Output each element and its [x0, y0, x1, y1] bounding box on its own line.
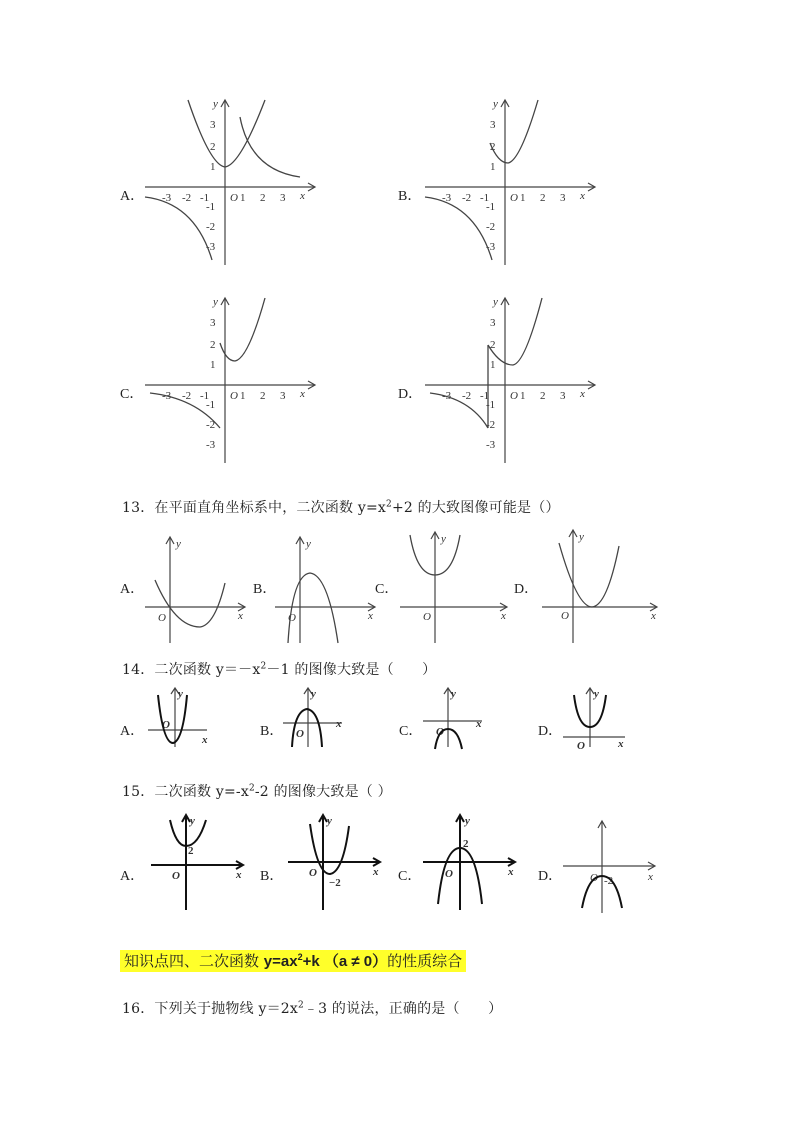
- tick: -2: [182, 192, 192, 204]
- tick: 3: [560, 192, 566, 204]
- origin: O: [158, 612, 166, 624]
- tick: -2: [462, 390, 472, 402]
- origin: O: [230, 390, 238, 402]
- question-number: 14．: [122, 662, 155, 678]
- question-text: 下列关于抛物线 y＝2x: [154, 1001, 298, 1017]
- y-axis-label: y: [579, 531, 584, 543]
- q12-option-d-label[interactable]: D．: [398, 387, 423, 402]
- tick: -3: [442, 390, 452, 402]
- tick: 2: [490, 141, 496, 153]
- q15-graph-b[interactable]: [285, 812, 385, 912]
- section-highlight: [120, 950, 466, 972]
- tick: -3: [162, 192, 172, 204]
- x-axis-label: x: [651, 610, 656, 622]
- origin: O: [436, 726, 444, 738]
- origin: O: [230, 192, 238, 204]
- tick: 1: [490, 161, 496, 173]
- x-axis-label: x: [300, 190, 305, 202]
- tick: 3: [280, 390, 286, 402]
- x-axis-label: x: [238, 610, 243, 622]
- vertex-label: 2: [463, 838, 469, 850]
- y-axis-label: y: [213, 296, 218, 308]
- origin: O: [423, 611, 431, 623]
- question-text: 二次函数 y＝－x: [154, 662, 261, 678]
- y-axis-label: y: [306, 538, 311, 550]
- vertex-label: -2: [604, 875, 614, 887]
- q13-option-d-label[interactable]: D．: [514, 582, 539, 597]
- tick: 3: [210, 317, 216, 329]
- x-axis-label: x: [648, 871, 653, 883]
- origin: O: [296, 728, 304, 740]
- tick: -1: [206, 399, 216, 411]
- q15-option-a-label[interactable]: A．: [120, 869, 145, 884]
- question-number: 16．: [122, 1001, 155, 1017]
- tick: 3: [490, 317, 496, 329]
- section-text: 知识点四、二次函数: [124, 952, 264, 970]
- tick: 3: [280, 192, 286, 204]
- question-number: 15．: [122, 784, 155, 800]
- origin: O: [561, 610, 569, 622]
- q12-option-b-label[interactable]: B．: [398, 189, 422, 204]
- q12-option-a-label[interactable]: A．: [120, 189, 145, 204]
- tick: -2: [486, 221, 496, 233]
- q12-graph-a[interactable]: [140, 95, 320, 270]
- y-axis-label: y: [327, 815, 332, 827]
- exponent: 2: [248, 783, 255, 794]
- x-axis-label: x: [336, 718, 342, 730]
- tick: 1: [520, 390, 526, 402]
- q15-graph-c[interactable]: [420, 812, 520, 912]
- q14-option-c-label[interactable]: C．: [399, 724, 423, 739]
- section-formula: y=ax: [263, 953, 298, 970]
- q14-graph-d[interactable]: [560, 685, 635, 750]
- tick: -2: [486, 419, 496, 431]
- q12-graph-b[interactable]: [420, 95, 600, 270]
- exponent: 2: [260, 661, 267, 672]
- q14-graph-c[interactable]: [420, 685, 490, 750]
- q13-question: [122, 497, 560, 517]
- x-axis-label: x: [580, 388, 585, 400]
- y-axis-label: y: [176, 538, 181, 550]
- tick: -1: [486, 399, 496, 411]
- vertex-label: −2: [329, 877, 341, 889]
- tick: -2: [182, 390, 192, 402]
- tick: 3: [560, 390, 566, 402]
- tick: 2: [540, 192, 546, 204]
- tick: 1: [520, 192, 526, 204]
- y-axis-label: y: [311, 688, 316, 700]
- x-axis-label: x: [501, 610, 506, 622]
- origin: O: [510, 192, 518, 204]
- q15-graph-a[interactable]: [148, 812, 248, 912]
- q14-graph-a[interactable]: [145, 685, 215, 750]
- q15-option-d-label[interactable]: D．: [538, 869, 563, 884]
- tick: -2: [206, 419, 216, 431]
- origin: O: [510, 390, 518, 402]
- y-axis-label: y: [441, 533, 446, 545]
- tick: 3: [490, 119, 496, 131]
- q14-graph-b[interactable]: [280, 685, 350, 750]
- q13-graph-d[interactable]: [537, 528, 662, 645]
- origin: O: [590, 872, 598, 884]
- tick: 2: [540, 390, 546, 402]
- tick: 2: [260, 390, 266, 402]
- origin: O: [309, 867, 317, 879]
- y-axis-label: y: [493, 296, 498, 308]
- y-axis-label: y: [178, 688, 183, 700]
- x-axis-label: x: [202, 734, 208, 746]
- origin: O: [577, 740, 585, 752]
- q13-option-b-label[interactable]: B．: [253, 582, 277, 597]
- tick: -3: [162, 390, 172, 402]
- y-axis-label: y: [493, 98, 498, 110]
- tick: -2: [206, 221, 216, 233]
- exponent: 2: [297, 1000, 304, 1011]
- x-axis-label: x: [618, 738, 624, 750]
- section-heading: [120, 950, 466, 971]
- tick: 1: [240, 192, 246, 204]
- exponent: 2: [386, 499, 392, 510]
- vertex-label: 2: [188, 845, 194, 857]
- tick: -1: [480, 390, 490, 402]
- y-axis-label: y: [190, 815, 195, 827]
- tick: 2: [210, 339, 216, 351]
- q15-option-c-label[interactable]: C．: [398, 869, 422, 884]
- question-text-end: －1 的图像大致是（ ）: [266, 662, 437, 678]
- tick: -1: [206, 201, 216, 213]
- y-axis-label: y: [451, 688, 456, 700]
- tick: -3: [206, 439, 216, 451]
- q14-option-d-label[interactable]: D．: [538, 724, 563, 739]
- y-axis-label: y: [594, 688, 599, 700]
- question-text-end: ﹣3 的说法，正确的是（ ）: [303, 1001, 503, 1017]
- tick: -3: [486, 439, 496, 451]
- exponent: 2: [297, 952, 303, 962]
- tick: 2: [210, 141, 216, 153]
- q13-graph-c[interactable]: [395, 530, 515, 645]
- y-axis-label: y: [213, 98, 218, 110]
- question-text: 在平面直角坐标系中，二次函数 y=x: [154, 500, 387, 516]
- q13-option-a-label[interactable]: A．: [120, 582, 145, 597]
- x-axis-label: x: [373, 866, 379, 878]
- q12-graph-d[interactable]: [420, 293, 600, 468]
- section-text-end: 的性质综合: [387, 952, 463, 970]
- x-axis-label: x: [508, 866, 514, 878]
- tick: 2: [490, 339, 496, 351]
- q16-question: [122, 998, 502, 1018]
- origin: O: [445, 868, 453, 880]
- question-text-end: +2 的大致图像可能是（）: [391, 500, 560, 516]
- q14-option-b-label[interactable]: B．: [260, 724, 284, 739]
- tick: -3: [486, 241, 496, 253]
- tick: 3: [210, 119, 216, 131]
- q14-option-a-label[interactable]: A．: [120, 724, 145, 739]
- question-text: 二次函数 y=-x: [154, 784, 249, 800]
- question-number: 13．: [122, 500, 155, 516]
- tick: -1: [480, 192, 490, 204]
- origin: O: [162, 719, 170, 731]
- q14-question: [122, 659, 436, 679]
- q13-graph-b[interactable]: [270, 535, 380, 645]
- q13-graph-a[interactable]: [140, 535, 250, 645]
- tick: 1: [490, 359, 496, 371]
- tick: -1: [200, 192, 210, 204]
- tick: -1: [200, 390, 210, 402]
- x-axis-label: x: [236, 869, 242, 881]
- origin: O: [172, 870, 180, 882]
- tick: -3: [206, 241, 216, 253]
- y-axis-label: y: [465, 815, 470, 827]
- origin: O: [288, 612, 296, 624]
- tick: 1: [240, 390, 246, 402]
- x-axis-label: x: [368, 610, 373, 622]
- tick: -2: [462, 192, 472, 204]
- q12-graph-c[interactable]: [140, 293, 320, 468]
- section-formula-end: +k （a ≠ 0）: [302, 953, 388, 970]
- q15-question: [122, 781, 392, 801]
- q12-option-c-label[interactable]: C．: [120, 387, 144, 402]
- tick: 2: [260, 192, 266, 204]
- q13-option-c-label[interactable]: C．: [375, 582, 399, 597]
- x-axis-label: x: [580, 190, 585, 202]
- question-text-end: -2 的图像大致是（ ）: [254, 784, 392, 800]
- tick: 1: [210, 161, 216, 173]
- tick: -1: [486, 201, 496, 213]
- x-axis-label: x: [476, 718, 482, 730]
- tick: -3: [442, 192, 452, 204]
- q15-option-b-label[interactable]: B．: [260, 869, 284, 884]
- q15-graph-d[interactable]: [560, 818, 660, 918]
- tick: 1: [210, 359, 216, 371]
- x-axis-label: x: [300, 388, 305, 400]
